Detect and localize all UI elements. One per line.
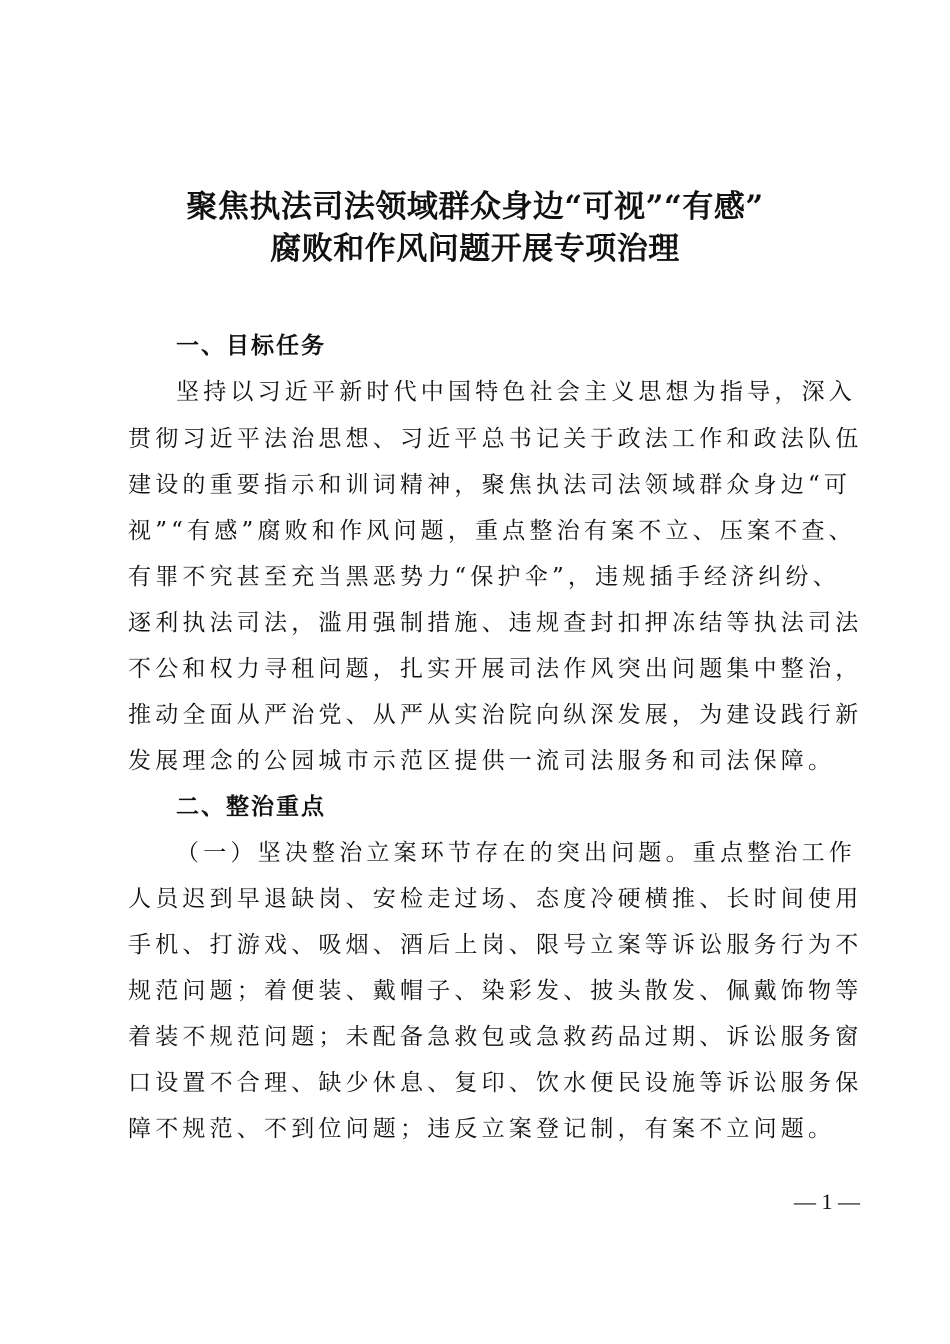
paragraph-line: 有罪不究甚至充当黑恶势力“保护伞”，违规插手经济纠纷、 bbox=[128, 564, 840, 590]
paragraph-line: 坚持以习近平新时代中国特色社会主义思想为指导，深入 bbox=[176, 379, 856, 405]
paragraph-line: 不公和权力寻租问题，扎实开展司法作风突出问题集中整治， bbox=[128, 656, 863, 682]
paragraph-line: （一）坚决整治立案环节存在的突出问题。重点整治工作 bbox=[176, 840, 856, 866]
paragraph-line: 建设的重要指示和训词精神，聚焦执法司法领域群众身边“可 bbox=[128, 472, 852, 498]
paragraph-line: 推动全面从严治党、从严从实治院向纵深发展，为建设践行新 bbox=[128, 702, 863, 728]
paragraph-line: 障不规范、不到位问题；违反立案登记制，有案不立问题。 bbox=[128, 1116, 836, 1142]
paragraph-line: 手机、打游戏、吸烟、酒后上岗、限号立案等诉讼服务行为不 bbox=[128, 932, 863, 958]
paragraph-line: 逐利执法司法，滥用强制措施、违规查封扣押冻结等执法司法 bbox=[128, 610, 863, 636]
paragraph-line: 口设置不合理、缺少休息、复印、饮水便民设施等诉讼服务保 bbox=[128, 1070, 863, 1096]
paragraph-line: 规范问题；着便装、戴帽子、染彩发、披头散发、佩戴饰物等 bbox=[128, 978, 863, 1004]
paragraph-line: 视”“有感”腐败和作风问题，重点整治有案不立、压案不查、 bbox=[128, 518, 856, 544]
paragraph-line: 着装不规范问题；未配备急救包或急救药品过期、诉讼服务窗 bbox=[128, 1024, 863, 1050]
paragraph-line: 人员迟到早退缺岗、安检走过场、态度冷硬横推、长时间使用 bbox=[128, 886, 863, 912]
paragraph-line: 发展理念的公园城市示范区提供一流司法服务和司法保障。 bbox=[128, 748, 836, 774]
section-heading-focus: 二、整治重点 bbox=[176, 794, 326, 820]
page-number: — 1 — bbox=[794, 1189, 860, 1214]
section-heading-goals: 一、目标任务 bbox=[176, 333, 326, 359]
paragraph-line: 贯彻习近平法治思想、习近平总书记关于政法工作和政法队伍 bbox=[128, 426, 863, 452]
document-title-line-1: 聚焦执法司法领域群众身边“可视”“有感” bbox=[186, 189, 764, 225]
document-title-line-2: 腐败和作风问题开展专项治理 bbox=[270, 231, 680, 267]
